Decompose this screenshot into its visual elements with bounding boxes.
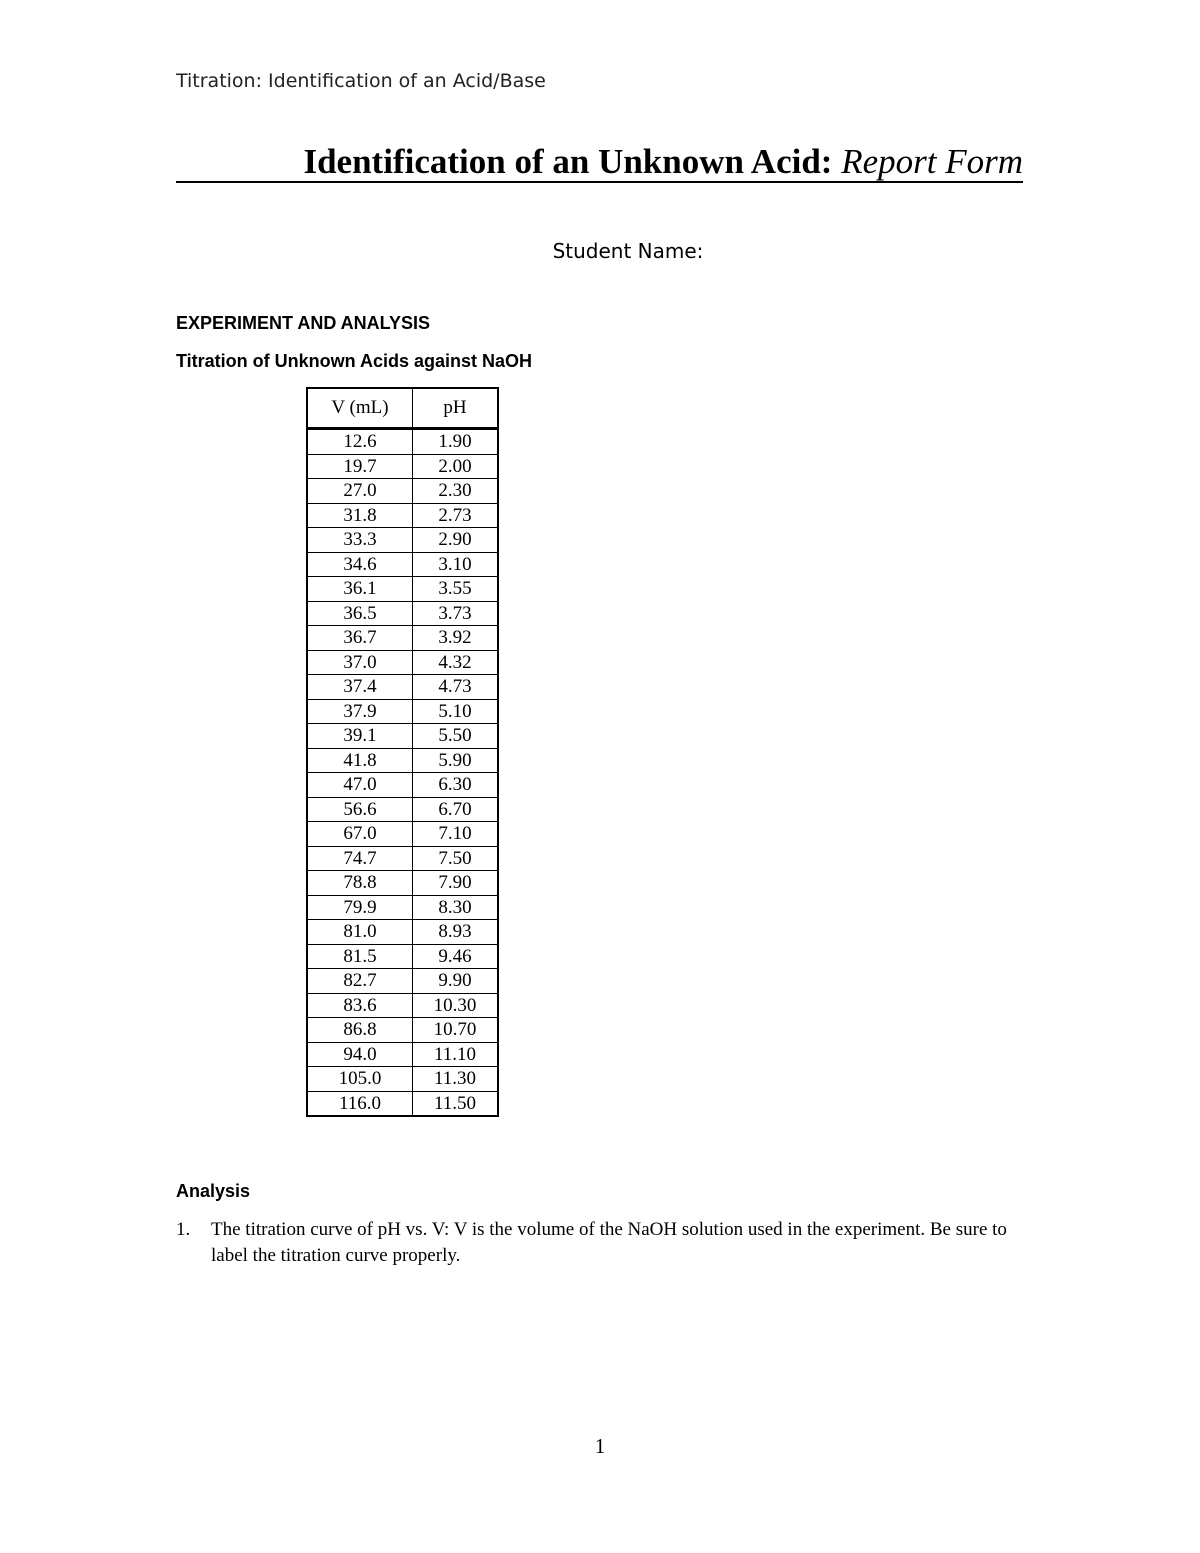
analysis-heading: Analysis bbox=[176, 1181, 251, 1201]
cell-ph: 4.73 bbox=[413, 675, 499, 700]
cell-volume: 37.4 bbox=[307, 675, 413, 700]
cell-volume: 41.8 bbox=[307, 748, 413, 773]
cell-ph: 10.30 bbox=[413, 993, 499, 1018]
table-row bbox=[307, 748, 498, 773]
cell-volume: 116.0 bbox=[307, 1091, 413, 1116]
cell-ph: 6.30 bbox=[413, 773, 499, 798]
table-row bbox=[307, 479, 498, 504]
table-row bbox=[307, 626, 498, 651]
table-row bbox=[307, 822, 498, 847]
cell-volume: 31.8 bbox=[307, 503, 413, 528]
analysis-item-text: The titration curve of pH vs. V: V is the volume of the NaOH solution used in the experiment. Be sure to label the titration curve properly. bbox=[211, 1219, 1007, 1266]
table-row bbox=[307, 920, 498, 945]
cell-ph: 2.00 bbox=[413, 454, 499, 479]
table-row bbox=[307, 650, 498, 675]
table-row bbox=[307, 773, 498, 798]
table-row bbox=[307, 1018, 498, 1043]
cell-ph: 5.50 bbox=[413, 724, 499, 749]
table-row bbox=[307, 454, 498, 479]
cell-volume: 82.7 bbox=[307, 969, 413, 994]
cell-ph: 11.10 bbox=[413, 1042, 499, 1067]
cell-ph: 4.32 bbox=[413, 650, 499, 675]
column-header-ph: pH bbox=[413, 388, 499, 429]
cell-volume: 81.5 bbox=[307, 944, 413, 969]
cell-ph: 3.73 bbox=[413, 601, 499, 626]
cell-volume: 19.7 bbox=[307, 454, 413, 479]
cell-volume: 36.1 bbox=[307, 577, 413, 602]
cell-volume: 79.9 bbox=[307, 895, 413, 920]
page-number: 1 bbox=[594, 1434, 606, 1458]
analysis-item-number: 1. bbox=[176, 1219, 191, 1240]
cell-ph: 9.46 bbox=[413, 944, 499, 969]
table-row bbox=[307, 895, 498, 920]
cell-volume: 39.1 bbox=[307, 724, 413, 749]
table-row bbox=[307, 993, 498, 1018]
title-italic: Report Form bbox=[841, 142, 1023, 181]
cell-ph: 10.70 bbox=[413, 1018, 499, 1043]
cell-volume: 36.7 bbox=[307, 626, 413, 651]
table-row bbox=[307, 601, 498, 626]
cell-ph: 5.10 bbox=[413, 699, 499, 724]
titration-heading: Titration of Unknown Acids against NaOH bbox=[176, 351, 533, 371]
cell-volume: 105.0 bbox=[307, 1067, 413, 1092]
table-row bbox=[307, 1042, 498, 1067]
table-body bbox=[307, 429, 498, 1117]
cell-ph: 7.50 bbox=[413, 846, 499, 871]
experiment-heading: EXPERIMENT AND ANALYSIS bbox=[176, 313, 431, 333]
cell-volume: 81.0 bbox=[307, 920, 413, 945]
table-row bbox=[307, 724, 498, 749]
cell-volume: 47.0 bbox=[307, 773, 413, 798]
student-name-label: Student Name: bbox=[552, 239, 704, 263]
cell-volume: 12.6 bbox=[307, 429, 413, 455]
cell-ph: 8.30 bbox=[413, 895, 499, 920]
table-row bbox=[307, 871, 498, 896]
cell-ph: 11.50 bbox=[413, 1091, 499, 1116]
cell-ph: 3.10 bbox=[413, 552, 499, 577]
table-row bbox=[307, 577, 498, 602]
cell-volume: 56.6 bbox=[307, 797, 413, 822]
running-header: Titration: Identification of an Acid/Base bbox=[176, 70, 546, 92]
cell-ph: 2.73 bbox=[413, 503, 499, 528]
cell-ph: 2.90 bbox=[413, 528, 499, 553]
table-row bbox=[307, 528, 498, 553]
analysis-list-item bbox=[176, 1217, 1026, 1269]
title-underline bbox=[176, 181, 1023, 183]
cell-ph: 7.10 bbox=[413, 822, 499, 847]
cell-volume: 94.0 bbox=[307, 1042, 413, 1067]
table-row bbox=[307, 846, 498, 871]
cell-ph: 11.30 bbox=[413, 1067, 499, 1092]
table-row bbox=[307, 552, 498, 577]
table-row bbox=[307, 503, 498, 528]
cell-ph: 9.90 bbox=[413, 969, 499, 994]
title-main: Identification of an Unknown Acid: bbox=[303, 142, 833, 181]
table-row bbox=[307, 944, 498, 969]
cell-ph: 8.93 bbox=[413, 920, 499, 945]
cell-ph: 3.55 bbox=[413, 577, 499, 602]
table-header-row bbox=[307, 388, 498, 429]
cell-volume: 74.7 bbox=[307, 846, 413, 871]
cell-volume: 36.5 bbox=[307, 601, 413, 626]
cell-volume: 37.0 bbox=[307, 650, 413, 675]
cell-volume: 33.3 bbox=[307, 528, 413, 553]
cell-ph: 7.90 bbox=[413, 871, 499, 896]
cell-volume: 86.8 bbox=[307, 1018, 413, 1043]
cell-volume: 34.6 bbox=[307, 552, 413, 577]
table-row bbox=[307, 675, 498, 700]
titration-data-table bbox=[306, 387, 499, 1117]
page-title bbox=[176, 141, 1023, 183]
cell-volume: 78.8 bbox=[307, 871, 413, 896]
cell-volume: 27.0 bbox=[307, 479, 413, 504]
table-row bbox=[307, 429, 498, 455]
cell-ph: 5.90 bbox=[413, 748, 499, 773]
table-row bbox=[307, 969, 498, 994]
cell-ph: 1.90 bbox=[413, 429, 499, 455]
cell-volume: 67.0 bbox=[307, 822, 413, 847]
table-row bbox=[307, 1091, 498, 1116]
table-row bbox=[307, 797, 498, 822]
table-row bbox=[307, 699, 498, 724]
cell-volume: 83.6 bbox=[307, 993, 413, 1018]
cell-ph: 3.92 bbox=[413, 626, 499, 651]
cell-ph: 2.30 bbox=[413, 479, 499, 504]
column-header-volume: V (mL) bbox=[307, 388, 413, 429]
cell-ph: 6.70 bbox=[413, 797, 499, 822]
table-row bbox=[307, 1067, 498, 1092]
cell-volume: 37.9 bbox=[307, 699, 413, 724]
